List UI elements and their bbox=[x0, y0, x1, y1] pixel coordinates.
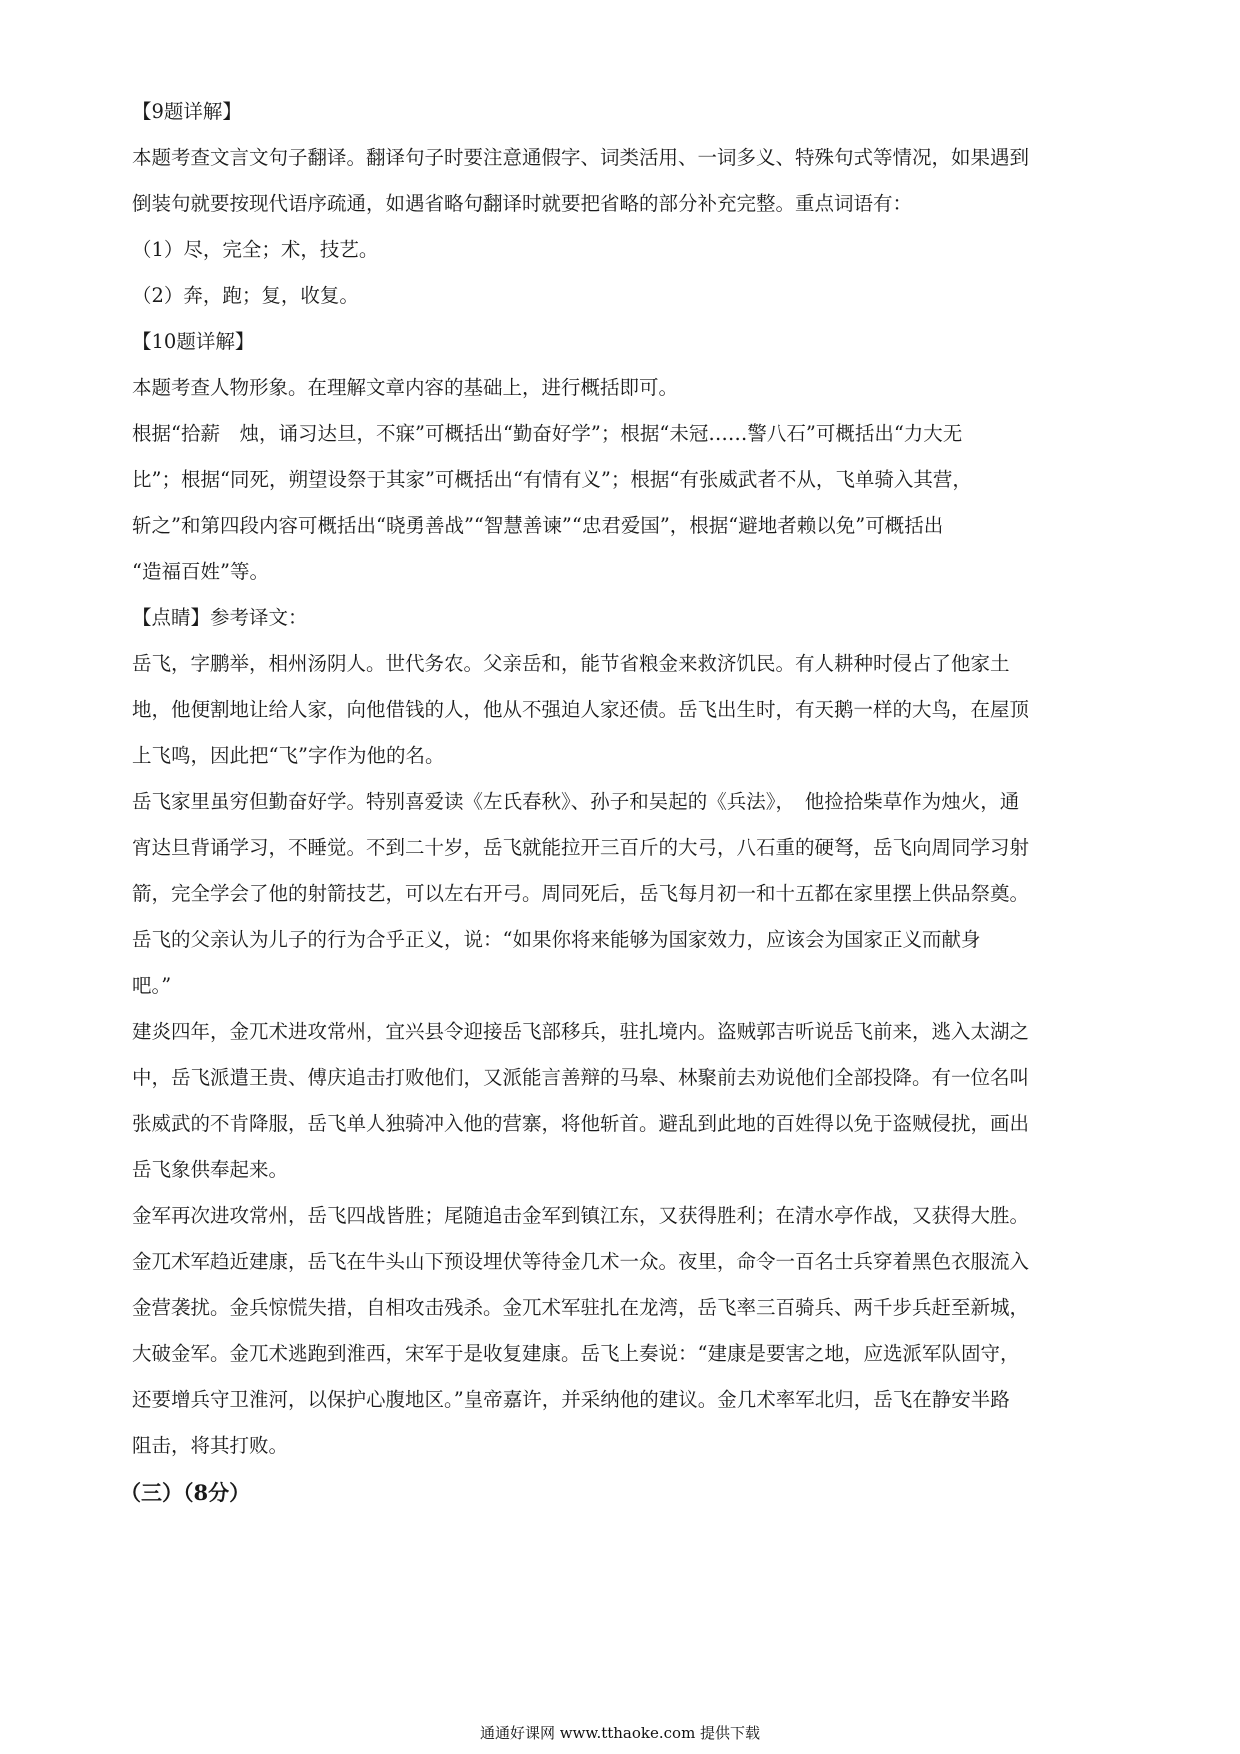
text-line: 比”；根据“同死，朔望设祭于其家”可概括出“有情有义”；根据“有张威武者不从，飞单骑入其营， bbox=[132, 468, 972, 491]
text-line: 建炎四年，金兀术进攻常州，宜兴县令迎接岳飞部移兵，驻扎境内。盗贼郭吉听说岳飞前来，逃入太湖之 bbox=[132, 1020, 1030, 1043]
text-line: 本题考查文言文句子翻译。翻译句子时要注意通假字、词类活用、一词多义、特殊句式等情况，如果遇到 bbox=[132, 146, 1030, 169]
text-line: 上飞鸣，因此把“飞”字作为他的名。 bbox=[132, 744, 445, 767]
text-line: 金兀术军趋近建康，岳飞在牛头山下预设埋伏等待金几术一众。夜里，命令一百名士兵穿着黑色衣服流入 bbox=[132, 1250, 1030, 1273]
text-line: 阻击，将其打败。 bbox=[132, 1434, 289, 1457]
text-line: 中，岳飞派遣王贵、傅庆追击打败他们，又派能言善辩的马皋、林聚前去劝说他们全部投降。有一位名叫 bbox=[132, 1066, 1030, 1089]
text-line: 岳飞的父亲认为儿子的行为合乎正义，说：“如果你将来能够为国家效力，应该会为国家正义而献身 bbox=[132, 928, 981, 951]
text-line: 【10题详解】 bbox=[132, 330, 255, 353]
text-line: 【9题详解】 bbox=[132, 100, 242, 123]
text-line: 宵达旦背诵学习，不睡觉。不到二十岁，岳飞就能拉开三百斤的大弓，八石重的硬弩，岳飞向周同学习射 bbox=[132, 836, 1030, 859]
text-line: 岳飞象供奉起来。 bbox=[132, 1158, 289, 1181]
text-line: 金军再次进攻常州，岳飞四战皆胜；尾随追击金军到镇江东，又获得胜利；在清水亭作战，又获得大胜。 bbox=[132, 1204, 1030, 1227]
text-line: （1）尽，完全；术，技艺。 bbox=[132, 238, 379, 261]
text-line: 还要增兵守卫淮河，以保护心腹地区。”皇帝嘉许，并采纳他的建议。金几术率军北归，岳飞在静安半路 bbox=[132, 1388, 1010, 1411]
section-heading: （三）（8分） bbox=[120, 1480, 251, 1505]
text-line: 大破金军。金兀术逃跑到淮西，宋军于是收复建康。岳飞上奏说：“建康是要害之地，应选派军队固守， bbox=[132, 1342, 1020, 1365]
text-line: 箭，完全学会了他的射箭技艺，可以左右开弓。周同死后，岳飞每月初一和十五都在家里摆上供品祭奠。 bbox=[132, 882, 1030, 905]
text-line: 岳飞家里虽穷但勤奋好学。特别喜爱读《左氏春秋》、孙子和吴起的《兵法》， 他捡拾柴草作为烛火，通 bbox=[132, 790, 1020, 813]
text-line: “造福百姓”等。 bbox=[132, 560, 269, 583]
text-line: 【点睛】参考译文： bbox=[132, 606, 308, 629]
text-line: 倒装句就要按现代语序疏通，如遇省略句翻译时就要把省略的部分补充完整。重点词语有： bbox=[132, 192, 913, 215]
text-line: （2）奔，跑；复，收复。 bbox=[132, 284, 359, 307]
page-footer: 通通好课网 www.tthaoke.com 提供下载 bbox=[479, 1724, 761, 1742]
text-line: 吧。” bbox=[132, 974, 172, 997]
text-line: 斩之”和第四段内容可概括出“晓勇善战”“智慧善谏”“忠君爱国”，根据“避地者赖以免”可概括出 bbox=[132, 514, 944, 537]
text-line: 本题考查人物形象。在理解文章内容的基础上，进行概括即可。 bbox=[132, 376, 679, 399]
text-line: 张威武的不肯降服，岳飞单人独骑冲入他的营寨，将他斩首。避乱到此地的百姓得以免于盗贼侵扰，画出 bbox=[132, 1112, 1030, 1135]
text-lines bbox=[132, 100, 1132, 1458]
text-line: 金营袭扰。金兵惊慌失措，自相攻击残杀。金兀术军驻扎在龙湾，岳飞率三百骑兵、两千步兵赶至新城， bbox=[132, 1296, 1030, 1319]
text-line: 地，他便割地让给人家，向他借钱的人，他从不强迫人家还债。岳飞出生时，有天鹅一样的大鸟，在屋顶 bbox=[132, 698, 1030, 721]
text-line: 根据“拾薪 烛，诵习达旦，不寐”可概括出“勤奋好学”；根据“未冠……警八石”可概括出“力大无 bbox=[132, 422, 963, 445]
document-body bbox=[120, 100, 1132, 1506]
text-line: 岳飞，字鹏举，相州汤阴人。世代务农。父亲岳和，能节省粮金来救济饥民。有人耕种时侵占了他家土 bbox=[132, 652, 1010, 675]
